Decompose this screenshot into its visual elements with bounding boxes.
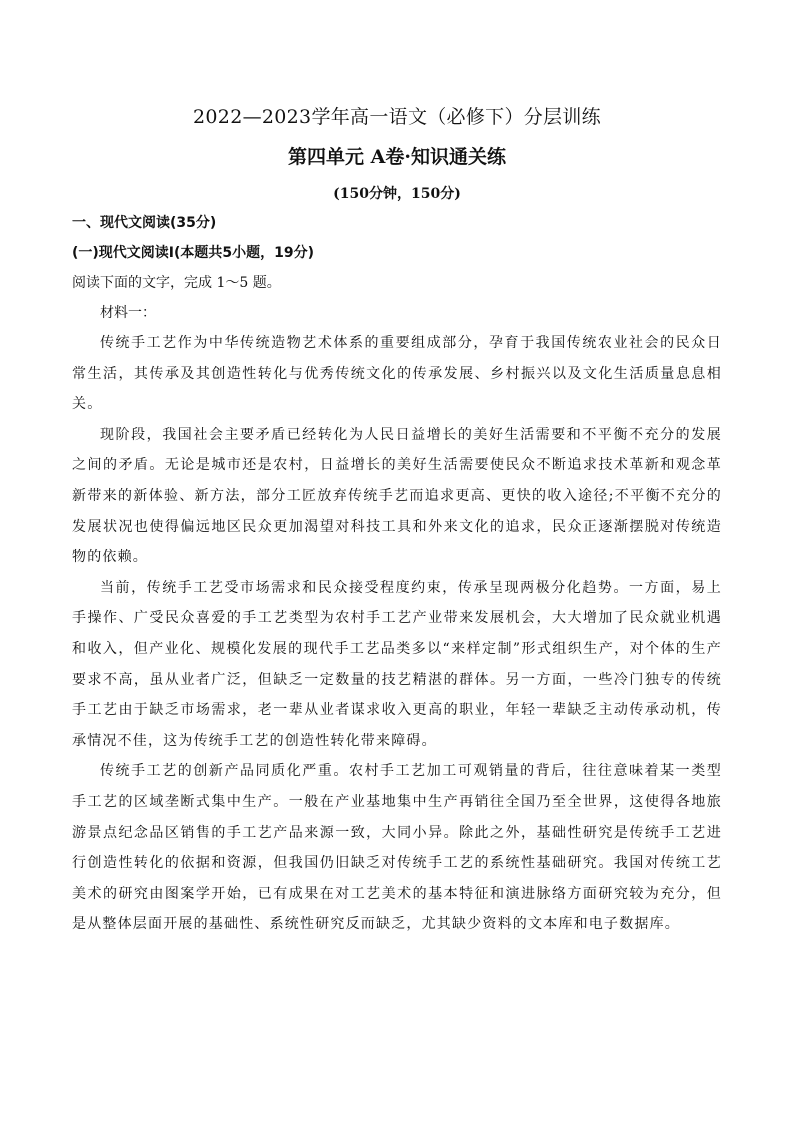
paragraph-2: 现阶段，我国社会主要矛盾已经转化为人民日益增长的美好生活需要和不平衡不充分的发展之间的矛盾。无论是城市还是农村，日益增长的美好生活需要使民众不断追求技术革新和观念革新带来的新体验、新方法，部分工匠放弃传统手艺而追求更高、更快的收入途径;不平衡不充分的发展状况也使得偏远地区民众更加渴望对科技工具和外来文化的追求，民众正逐渐摆脱对传统造物的依赖。 bbox=[72, 426, 722, 566]
material-label: 材料一： bbox=[100, 305, 156, 321]
section-heading: 一、现代文阅读(35分) bbox=[72, 215, 217, 231]
document-subtitle: 第四单元 A卷·知识通关练 bbox=[288, 146, 506, 168]
paragraph-3: 当前，传统手工艺受市场需求和民众接受程度约束，传承呈现两极分化趋势。一方面，易上手操作、广受民众喜爱的手工艺类型为农村手工艺产业带来发展机会，大大增加了民众就业机遇和收入，但产业化、规模化发展的现代手工艺品类多以“来样定制”形式组织生产，对个体的生产要求不高，虽从业者广泛，但缺乏一定数量的技艺精湛的群体。另一方面，一些冷门独专的传统手工艺由于缺乏市场需求，老一辈从业者谋求收入更高的职业，年轻一辈缺乏主动传承动机，传承情况不佳，这为传统手工艺的创造性转化带来障碍。 bbox=[72, 579, 722, 749]
reading-instruction: 阅读下面的文字，完成 1～5 题。 bbox=[72, 275, 281, 291]
document-title: 2022—2023学年高一语文（必修下）分层训练 bbox=[193, 106, 601, 128]
document-body bbox=[72, 208, 722, 940]
paragraph-4: 传统手工艺的创新产品同质化严重。农村手工艺加工可观销量的背后，往往意味着某一类型手工艺的区域垄断式集中生产。一般在产业基地集中生产再销往全国乃至全世界，这使得各地旅游景点纪念品区销售的手工艺产品来源一致，大同小异。除此之外，基础性研究是传统手工艺进行创造性转化的依据和资源，但我国仍旧缺乏对传统手工艺的系统性基础研究。我国对传统工艺美术的研究由图案学开始，已有成果在对工艺美术的基本特征和演进脉络方面研究较为充分，但是从整体层面开展的基础性、系统性研究反而缺乏，尤其缺少资料的文本库和电子数据库。 bbox=[72, 763, 722, 933]
subsection-heading: (一)现代文阅读Ⅰ(本题共5小题，19分) bbox=[72, 245, 315, 261]
paragraph-1: 传统手工艺作为中华传统造物艺术体系的重要组成部分，孕育于我国传统农业社会的民众日常生活，其传承及其创造性转化与优秀传统文化的传承发展、乡村振兴以及文化生活质量息息相关。 bbox=[72, 335, 722, 413]
time-score-note: (150分钟，150分) bbox=[333, 186, 461, 202]
